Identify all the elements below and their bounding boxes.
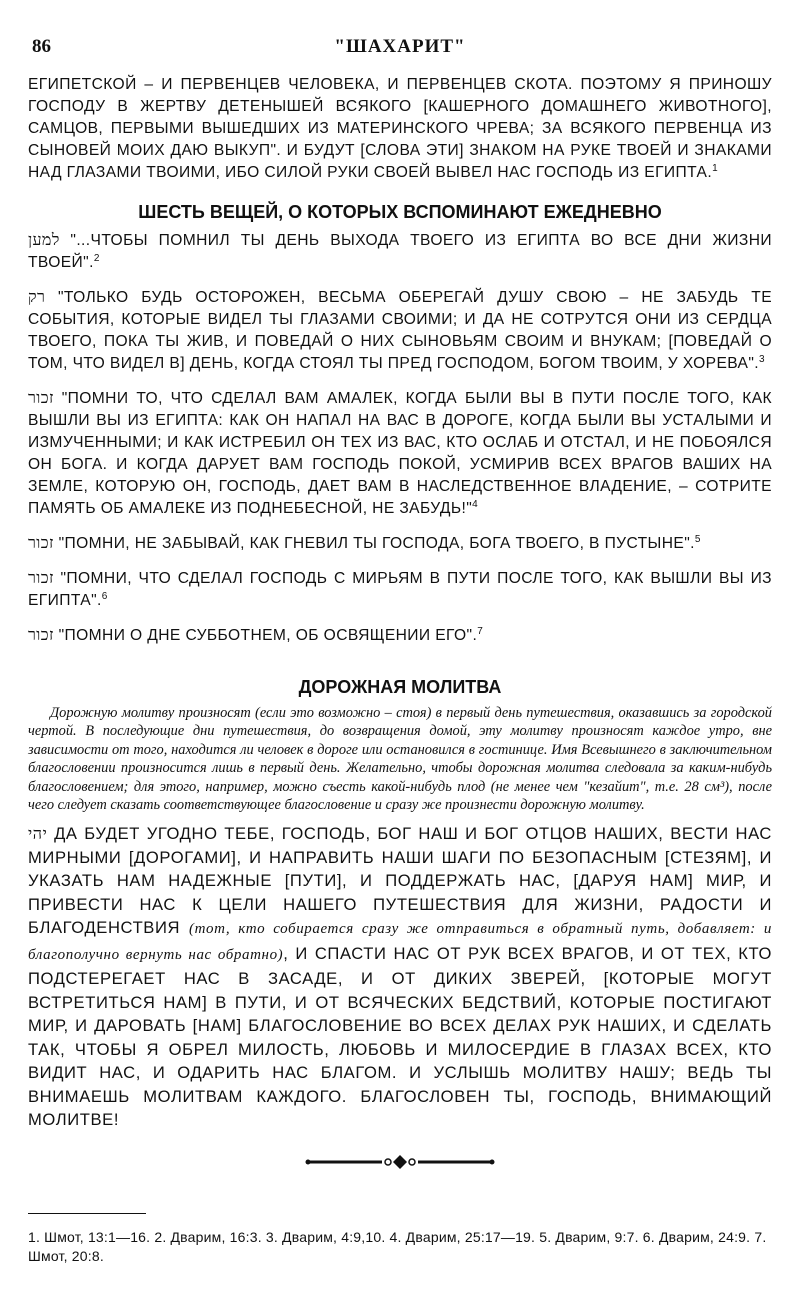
divider-ornament-icon: [300, 1154, 500, 1170]
remembrance-text: "ПОМНИ, НЕ ЗАБЫВАЙ, КАК ГНЕВИЛ ТЫ ГОСПОДА, БОГА ТВОЕГО, В ПУСТЫНЕ".: [58, 535, 695, 552]
prayer-part-1: ДА БУДЕТ УГОДНО ТЕБЕ, ГОСПОДЬ, БОГ НАШ И БОГ ОТЦОВ НАШИХ, ВЕСТИ НАС МИРНЫМИ [ДОРОГАМИ], И НАПРАВИТЬ НАШИ ШАГИ ПО БЕЗОПАСНЫМ [СТЕЗЯМ], И УКАЗАТЬ НАМ НАДЕЖНЫЕ [ПУТИ], И ПОДДЕРЖАТЬ НАС, [ДАРУЯ НАМ] МИР, И ПРИВЕСТИ НАС К ЦЕЛИ НАШЕГО ПУТЕШЕСТВИЯ ДЛЯ ЖИЗНИ, РАДОСТИ И БЛАГОДЕНСТВИЯ: [28, 824, 772, 938]
remembrance-item: [28, 624, 772, 647]
section-heading-six-things: ШЕСТЬ ВЕЩЕЙ, О КОТОРЫХ ВСПОМИНАЮТ ЕЖЕДНЕВНО: [138, 202, 662, 222]
remembrance-item: [28, 286, 772, 375]
intro-paragraph: [28, 74, 772, 184]
hebrew-keyword: למען: [28, 230, 60, 249]
footnote-ref-1: 1: [712, 162, 719, 174]
hebrew-keyword: זכור: [28, 533, 54, 552]
footnote-ref-5: 5: [694, 533, 701, 545]
hebrew-keyword: זכור: [28, 568, 54, 587]
remembrance-text: "ПОМНИ О ДНЕ СУББОТНЕМ, ОБ ОСВЯЩЕНИИ ЕГО".: [58, 627, 478, 644]
footnote-ref-3: 3: [759, 353, 765, 365]
footnotes: 1. Шмот, 13:1—16. 2. Дварим, 16:3. 3. Дварим, 4:9,10. 4. Дварим, 25:17—19. 5. Дварим, 9:7. 6. Дварим, 24:9. 7. Шмот, 20:8.: [28, 1228, 767, 1264]
hebrew-keyword: יהי: [28, 824, 48, 844]
travel-prayer-instruction: Дорожную молитву произносят (если это возможно – стоя) в первый день путешествия, оказавшись за городской чертой. В последующие дни путешествия, до возвращения домой, эту молитву произносят каждое утро, вне зависимости от того, находится ли человек в дороге или остановился в гостинице. Имя Всевышнего в заключительном благословении произносится лишь в первый день. Желательно, чтобы дорожная молитва следовала за каким-нибудь благословением; для этого, например, можно съесть какой-нибудь плод (не менее чем "кезайит", т.е. 28 см³), после чего следует сказать соответствующее благословение и сразу же произнести дорожную молитву.: [28, 705, 772, 814]
section-heading-travel-prayer: ДОРОЖНАЯ МОЛИТВА: [298, 677, 502, 697]
hebrew-keyword: זכור: [28, 625, 54, 644]
hebrew-keyword: זכור: [28, 388, 54, 407]
page-number: 86: [32, 36, 51, 57]
book-page: [28, 30, 772, 1266]
hebrew-keyword: רק: [28, 287, 46, 306]
remembrance-text: "...ЧТОБЫ ПОМНИЛ ТЫ ДЕНЬ ВЫХОДА ТВОЕГО ИЗ ЕГИПТА ВО ВСЕ ДНИ ЖИЗНИ ТВОЕЙ".: [28, 232, 773, 271]
footnote-separator: [28, 1213, 146, 1214]
footnote-ref-7: 7: [477, 625, 484, 637]
remembrance-list: [28, 229, 772, 647]
remembrance-item: [28, 387, 772, 520]
footnote-ref-2: 2: [93, 252, 100, 264]
travel-prayer-text: [28, 822, 772, 1132]
remembrance-item: [28, 229, 772, 274]
prayer-part-2: , И СПАСТИ НАС ОТ РУК ВСЕХ ВРАГОВ, И ОТ ТЕХ, КТО ПОДСТЕРЕГАЕТ НАС В ЗАСАДЕ, И ОТ ДИКИХ ЗВЕРЕЙ, [КОТОРЫЕ МОГУТ ВСТРЕТИТЬСЯ НАМ] В ПУТИ, И ОТ ВСЯЧЕСКИХ БЕДСТВИЙ, КОТОРЫЕ ПОСТИГАЮТ МИР, И ДАРОВАТЬ [НАМ] БЛАГОСЛОВЕНИЕ ВО ВСЕХ ДЕЛАХ РУК НАШИХ, И СДЕЛАТЬ ТАК, ЧТОБЫ Я ОБРЕЛ МИЛОСТЬ, ЛЮБОВЬ И МИЛОСЕРДИЕ В ГЛАЗАХ ВСЕХ, КТО ВИДИТ НАС, И ОДАРИТЬ НАС БЛАГОМ. И УСЛЫШЬ МОЛИТВУ НАШУ; ВЕДЬ ТЫ ВНИМАЕШЬ МОЛИТВАМ КАЖДОГО. БЛАГОСЛОВЕН ТЫ, ГОСПОДЬ, ВНИМАЮЩИЙ МОЛИТВЕ!: [28, 943, 772, 1130]
remembrance-text: "ТОЛЬКО БУДЬ ОСТОРОЖЕН, ВЕСЬМА ОБЕРЕГАЙ ДУШУ СВОЮ – НЕ ЗАБУДЬ ТЕ СОБЫТИЯ, КОТОРЫЕ ВИДЕЛ ТЫ ГЛАЗАМИ СВОИМИ; И ДА НЕ СОТРУТСЯ ОНИ ИЗ СЕРДЦА ТВОЕГО, ПОКА ТЫ ЖИВ, И ПОВЕДАЙ О НИХ СЫНОВЬЯМ СВОИМ И ВНУКАМ; [ПОВЕДАЙ О ТОМ, ЧТО ВИДЕЛ В] ДЕНЬ, КОГДА СТОЯЛ ТЫ ПРЕД ГОСПОДОМ, БОГОМ ТВОИМ, У ХОРЕВА".: [28, 289, 772, 372]
remembrance-item: [28, 567, 772, 612]
remembrance-item: [28, 532, 772, 555]
page-header: [28, 30, 772, 70]
prayer-inline-note: (тот, кто собирается сразу же отправиться в обратный путь, добавляет: и благополучно вернуть нас обратно): [28, 921, 772, 963]
remembrance-text: "ПОМНИ, ЧТО СДЕЛАЛ ГОСПОДЬ С МИРЬЯМ В ПУТИ ПОСЛЕ ТОГО, КАК ВЫШЛИ ВЫ ИЗ ЕГИПТА".: [28, 570, 773, 609]
intro-text: ЕГИПЕТСКОЙ – И ПЕРВЕНЦЕВ ЧЕЛОВЕКА, И ПЕРВЕНЦЕВ СКОТА. ПОЭТОМУ Я ПРИНОШУ ГОСПОДУ В ЖЕРТВУ ДЕТЕНЫШЕЙ ВСЯКОГО [КАШЕРНОГО ДОМАШНЕГО ЖИВОТНОГО], САМЦОВ, ПЕРВЫМИ ВЫШЕДШИХ ИЗ МАТЕРИНСКОГО ЧРЕВА; ЗА ВСЯКОГО ПЕРВЕНЦА ИЗ СЫНОВЕЙ МОИХ ДАЮ ВЫКУП". И БУДУТ [СЛОВА ЭТИ] ЗНАКОМ НА РУКЕ ТВОЕЙ И ЗНАКАМИ НАД ГЛАЗАМИ ТВОИМИ, ИБО СИЛОЙ РУКИ СВОЕЙ ВЫВЕЛ НАС ГОСПОДЬ ИЗ ЕГИПТА.: [28, 76, 772, 181]
ornamental-divider: [28, 1154, 772, 1175]
running-title: "ШАХАРИТ": [334, 36, 466, 57]
remembrance-text: "ПОМНИ ТО, ЧТО СДЕЛАЛ ВАМ АМАЛЕК, КОГДА БЫЛИ ВЫ В ПУТИ ПОСЛЕ ТОГО, КАК ВЫШЛИ ВЫ ИЗ ЕГИПТА: КАК ОН НАПАЛ НА ВАС В ДОРОГЕ, КОГДА БЫЛИ ВЫ УСТАЛЫМИ И ИЗМУЧЕННЫМИ; И КАК ИСТРЕБИЛ ОН ТЕХ ИЗ ВАС, КТО ОСЛАБ И ОТСТАЛ, И НЕ ПОБОЯЛСЯ ОН БОГА. И КОГДА ДАРУЕТ ВАМ ГОСПОДЬ ПОКОЙ, УСМИРИВ ВСЕХ ВРАГОВ ВАШИХ НА ЗЕМЛЕ, КОТОРУЮ ОН, ГОСПОДЬ, ДАЕТ ВАМ В НАСЛЕДСТВЕННОЕ ВЛАДЕНИЕ, – СОТРИТЕ ПАМЯТЬ ОБ АМАЛЕКЕ ИЗ ПОДНЕБЕСНОЙ, НЕ ЗАБУДЬ!": [28, 390, 772, 517]
footnote-ref-4: 4: [472, 498, 479, 510]
footnote-ref-6: 6: [101, 590, 108, 602]
